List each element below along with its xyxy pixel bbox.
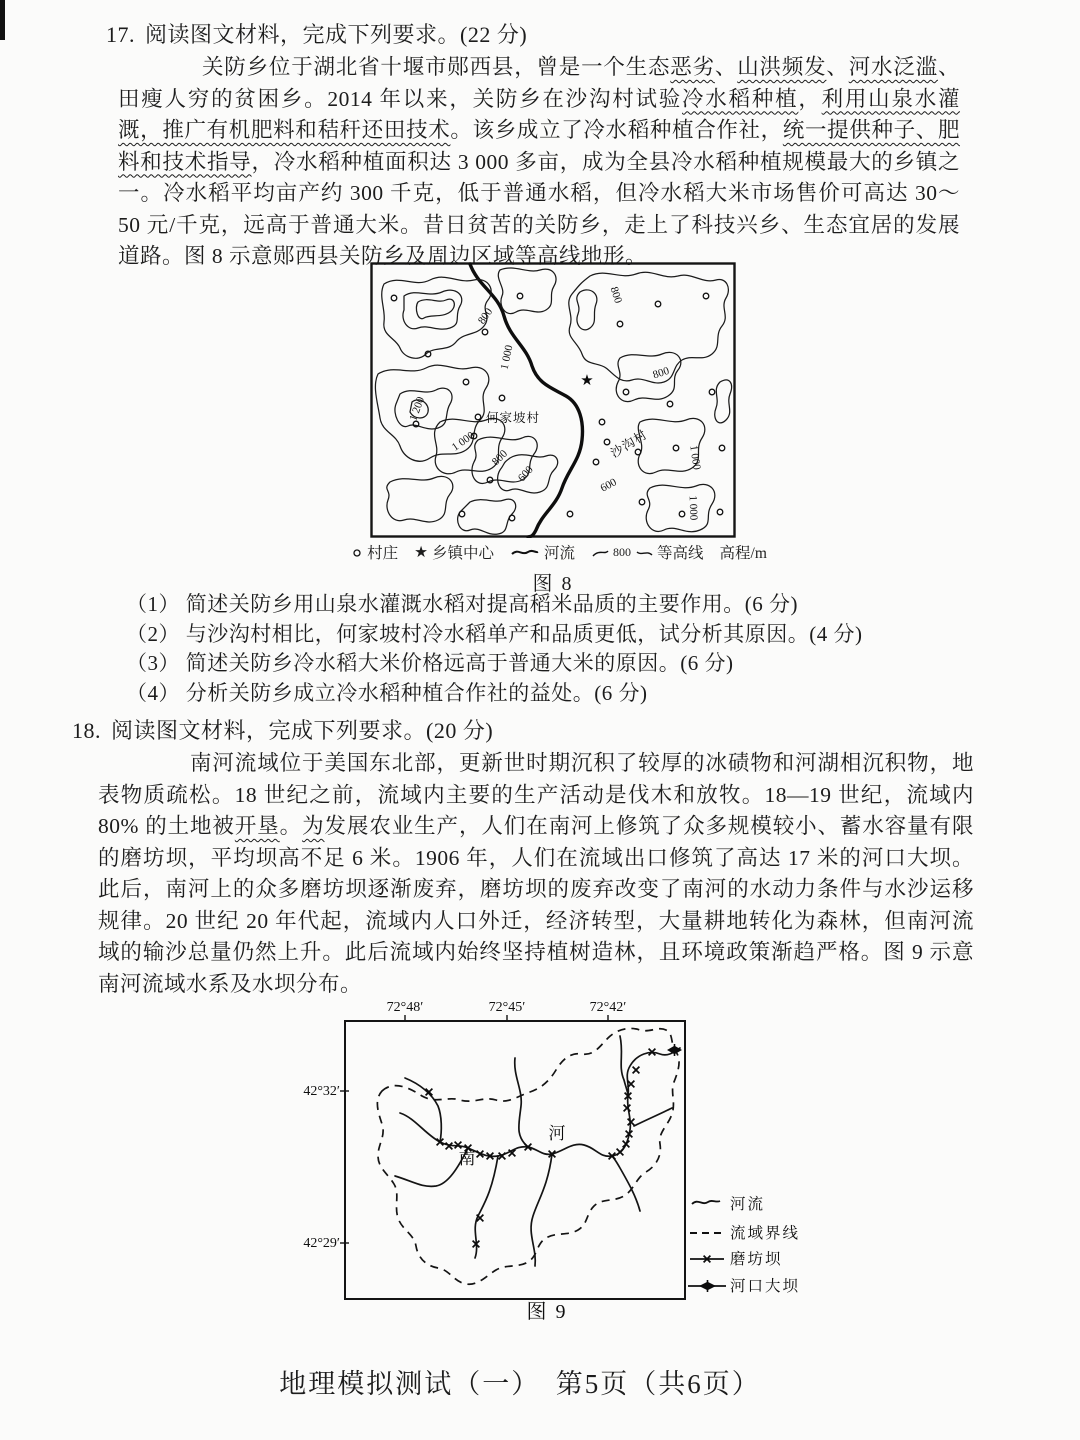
material-text-segment: 山洪频发 [737,55,827,79]
question-18-material [98,748,974,1000]
page-footer: 地理模拟测试（一） 第5页（共6页） [279,1369,761,1399]
town-center-star-icon: ★ [580,373,594,389]
river-name-he: 河 [548,1124,566,1143]
star-icon: ★ [414,543,428,561]
contour-map [370,262,736,538]
svg-text:800: 800 [651,364,671,382]
svg-text:600: 600 [598,476,619,495]
question-18-number: 18. [72,718,101,743]
question-17-subquestions [126,590,862,708]
svg-text:磨坊坝: 磨坊坝 [730,1251,783,1268]
material-text-segment: 南河流域位于美国东北部，更新世时期沉积了较厚的冰碛物和河湖相沉积物，地表物质疏松。18 世纪之前，流域内主要的生产活动是伐木和放牧。18—19 世纪，流域内 80% 的土地被 [98,751,974,838]
material-text-segment: 为 [302,814,325,838]
question-17-number: 17. [106,22,135,47]
material-text-segment: 、 [714,55,738,79]
label-shagou-village: 沙沟村 [608,427,650,461]
subquestion-2: （2） 与沙沟村相比，何家坡村冷水稻单产和品质更低，试分析其原因。(4 分) [126,621,863,646]
label-hejiapo-village: 何家坡村 [486,411,541,425]
question-18-prompt: 阅读图文材料，完成下列要求。(20 分) [111,718,494,743]
contour-line-icon [635,546,653,558]
svg-text:河流: 河流 [730,1196,766,1213]
svg-text:600: 600 [515,463,536,485]
watershed-map [290,996,850,1320]
legend-town-center: ★ 乡镇中心 [414,543,495,562]
material-text-segment: 关防乡位于湖北省十堰市郧西县，曾是一个生态 [202,55,671,79]
mill-dam-markers [426,1049,656,1248]
subquestion-1: （1） 简述关防乡用山泉水灌溉水稻对提高稻米品质的主要作用。(6 分) [126,592,798,616]
question-17-material [118,52,960,273]
figure-8-legend [344,541,774,563]
river-line-icon [510,546,540,558]
subquestion-4: （4） 分析关防乡成立冷水稻种植合作社的益处。(6 分) [126,680,648,705]
legend-river: 河流 [510,541,575,563]
material-text-segment: 发展农业生产，人们在南河上修筑了众多规模较小、蓄水容量有限的磨坊坝，平均坝高不足 6 米。1906 年，人们在流域出口修筑了高达 17 米的河口大坝。此后，南河上的众多磨坊坝逐渐废弃，磨坊坝的废弃改变了南河的水动力条件与水沙运移规律。20 世纪 20 年代起，流域内人口外迁，经济转型，大量耕地转化为森林，但南河流域的输沙总量仍然上升。此后流域内始终坚持植树造林，且环境政策渐趋严格。图 9 示意南河流域水系及水坝分布。 [98,814,974,996]
svg-text:800: 800 [475,306,496,327]
svg-text:72°45′: 72°45′ [488,1000,526,1015]
svg-text:800: 800 [489,447,510,468]
svg-text:1 000: 1 000 [687,444,703,471]
figure-9-caption: 图 9 [526,1301,568,1320]
svg-text:河口大坝: 河口大坝 [730,1278,801,1295]
river-name-nan: 南 [458,1149,476,1168]
material-text-segment: 冷水稻种植 [682,86,799,111]
contour-line-icon [591,546,609,558]
material-text-segment: 开垦 [234,814,280,838]
river-line-icon [692,1201,720,1204]
figure-8-caption: 图 8 [532,573,574,595]
material-text-segment: 河水泛滥 [848,55,938,79]
scan-artifact [0,0,5,40]
latitude-ticks [303,1084,349,1251]
material-text-segment: 、 [826,55,849,79]
subquestion-3: （3） 简述关防乡冷水稻大米价格远高于普通大米的原因。(6 分) [126,651,734,675]
river-line [470,264,582,537]
svg-text:1 000: 1 000 [498,344,516,371]
legend-village: 村庄 [351,541,398,563]
svg-text:1 000: 1 000 [449,429,477,454]
svg-text:42°29′: 42°29′ [303,1236,340,1251]
longitude-ticks [387,1000,627,1021]
material-text-segment: ， [798,86,822,111]
figure-9-legend [688,1195,800,1295]
question-17-prompt: 阅读图文材料，完成下列要求。(22 分) [145,22,528,47]
contour-lines [375,268,731,534]
svg-text:42°32′: 42°32′ [303,1084,340,1099]
village-circle-icon [351,546,363,558]
question-17-heading [106,18,527,49]
svg-text:800: 800 [607,285,625,305]
svg-text:72°48′: 72°48′ [386,1000,424,1015]
svg-text:1 200: 1 200 [407,395,428,423]
figure-9 [290,996,850,1320]
material-text-segment: 。 [279,814,303,838]
material-text-segment: 恶劣 [670,55,715,79]
question-18-heading [72,714,493,745]
svg-text:1 000: 1 000 [686,495,700,521]
legend-elevation-unit: 高程/m [719,545,767,562]
material-text-segment: 利用山泉水灌溉，推广有机肥料和秸秆还田技术 [118,86,960,142]
contour-sample-value: 800 [613,544,632,559]
material-text-segment: 。该乡成立了冷水稻种植合作社， [450,118,783,142]
figure-8 [367,262,767,596]
svg-text:流域界线: 流域界线 [730,1225,801,1242]
material-text-segment: 、田瘦人穷的贫困乡。2014 年以来，关防乡在沙沟村试验 [118,55,960,111]
material-text-segment: ，冷水稻种植面积达 3 000 多亩，成为全县冷水稻种植规模最大的乡镇之一。冷水稻平均亩产约 300 千克，低于普通水稻，但冷水稻大米市场售价可高达 30～50 元/千克，远高于普通大米。昔日贫苦的关防乡，走上了科技兴乡、生态宜居的发展道路。图 8 示意郧西县关防乡及周边区域等高线地形。 [118,149,960,268]
svg-text:72°42′: 72°42′ [589,1000,627,1015]
legend-contour: 800 等高线 [591,541,704,563]
material-text-segment: 统一提供种子、肥料和技术指导 [118,118,960,174]
